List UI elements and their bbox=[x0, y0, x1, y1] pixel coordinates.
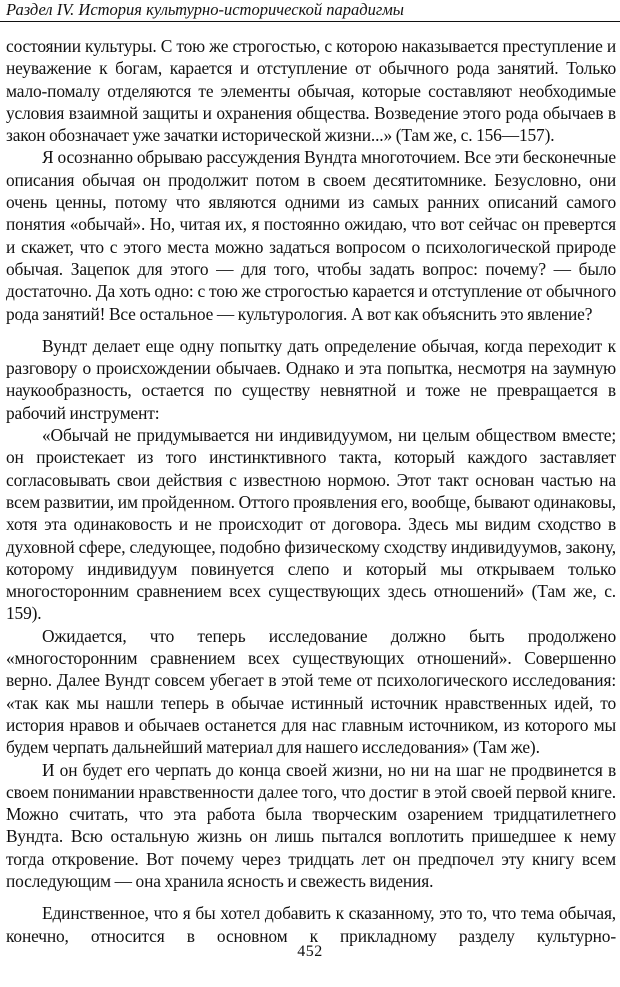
paragraph-continues: Единственное, что я бы хотел добавить к сказанному, это то, что тема обычая, конечно, относится в основном к прикладному разделу культурно- bbox=[6, 903, 616, 946]
paragraph: И он будет его черпать до конца своей жизни, но ни на шаг не продвинется в своем понимании нравственности далее того, что достиг в этой своей первой книге. Можно считать, что эта работа была творческим озарением тридцатилетнего Вундта. Всю остальную жизнь он лишь пытался воплотить пришедшее к нему тогда откровение. Вот почему через тридцать лет он предпочел эту книгу всем последующим — она хранила ясность и свежесть видения. bbox=[6, 759, 616, 891]
running-header: Раздел IV. История культурно-исторической парадигмы bbox=[6, 0, 404, 19]
paragraph: Вундт делает еще одну попытку дать определение обычая, когда переходит к разговору о происхождении обычаев. Однако и эта попытка, несмотря на заумную наукообразность, остается по существу невнятной и тоже не превращается в рабочий инструмент: bbox=[6, 335, 616, 423]
paragraph-continuation: состоянии культуры. С тою же строгостью, с которою наказывается преступление и неуважение к богам, карается и отступление от обычного рода занятий. Только мало-помалу отделяются те элементы обычая, которые составляют необходимые условия взаимной защиты и охранения общества. Возведение этого рода обычаев в закон обозначает уже зачатки исторической жизни...» (Там же, с. 156—157). bbox=[6, 36, 616, 146]
paragraph: Я осознанно обрываю рассуждения Вундта многоточием. Все эти бесконечные описания обычая он продолжит потом в своем десятитомнике. Безусловно, они очень ценны, потому что являются одними из самых ранних описаний самого понятия «обычай». Но, читая их, я постоянно ожидаю, что вот сейчас он превертся и скажет, что с этого места можно задаться вопросом о психологической природе обычая. Зацепок для этого — для того, чтобы задать вопрос: почему? — было достаточно. Да хоть одно: с тою же строгостью карается и отступление от обычного рода занятий! Все остальное — культурология. А вот как объяснить это явление? bbox=[6, 147, 616, 324]
header-rule bbox=[0, 21, 620, 22]
page-number: 452 bbox=[297, 943, 323, 960]
body-text bbox=[6, 35, 616, 947]
paragraph: Ожидается, что теперь исследование должно быть продолжено «многосторонним сравнением всех существующих отношений». Совершенно верно. Далее Вундт совсем убегает в этой теме от психологического исследования: «так как мы нашли теперь в обычае истинный источник нравственных идей, то история нравов и обычаев останется для нас главным источником, из которого мы будем черпать дальнейший материал для нашего исследования» (Там же). bbox=[6, 625, 616, 758]
quote-paragraph: «Обычай не придумывается ни индивидуумом, ни целым обществом вместе; он проистекает из того инстинктивного такта, который каждого заставляет согласовывать свои действия с известною нормою. Этот такт основан частью на всем развитии, им пройденном. Оттого проявления его, вообще, бывают одинаковы, хотя эта одинаковость и не происходит от договора. Здесь мы видим сходство в духовной сфере, следующее, подобно физическому сходству индивидуумов, закону, которому индивидуум повинуется слепо и который мы открываем только многосторонним сравнением всех существующих здесь отношений» (Там же, с. 159). bbox=[6, 425, 616, 624]
